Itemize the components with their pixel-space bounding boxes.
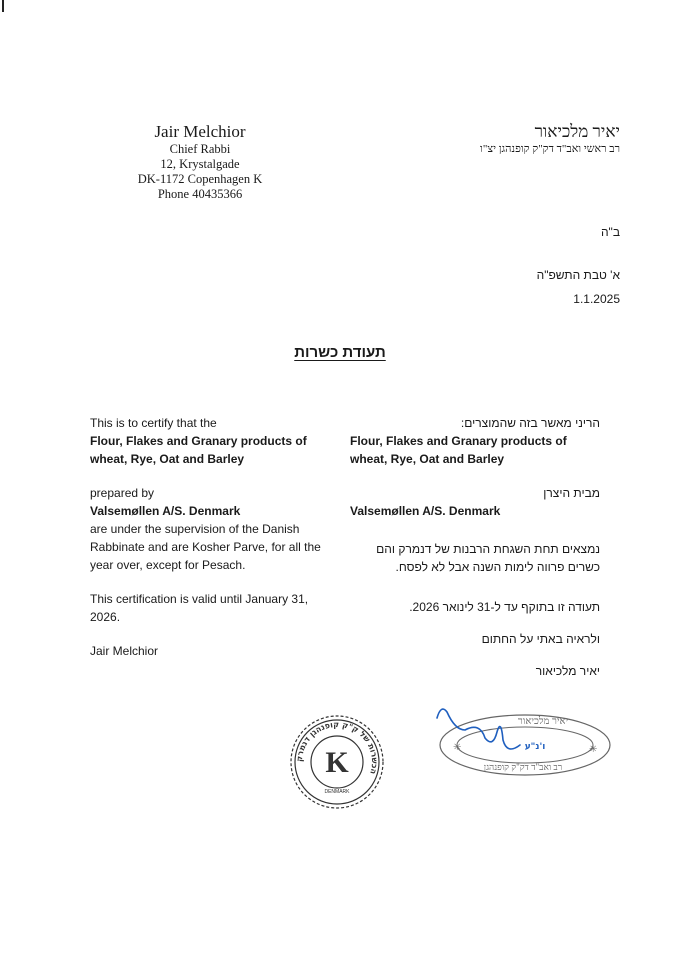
kosher-seal-icon bbox=[287, 712, 387, 812]
rabbi-title-hebrew: רב ראשי ואב"ד דק"ק קופנהגן יצ"ו bbox=[480, 143, 620, 155]
en-validity-1: This certification is valid until January 31, bbox=[90, 592, 309, 606]
rabbi-name: Jair Melchior bbox=[154, 122, 246, 141]
en-validity-2: 2026. bbox=[90, 610, 121, 624]
he-producer-label: מבית היצרן bbox=[543, 486, 600, 500]
rabbi-seal-icon bbox=[425, 700, 615, 780]
document-title-text: תעודת כשרות bbox=[294, 344, 386, 361]
svg-text:רב ואב"ד דק"ק קופנהגן: רב ואב"ד דק"ק קופנהגן bbox=[483, 762, 563, 772]
he-company: Valsemøllen A/S. Denmark bbox=[350, 504, 501, 518]
svg-text:הכשרות של ק"ק קופנהגן דנמרק: הכשרות של ק"ק קופנהגן דנמרק bbox=[294, 719, 380, 776]
scan-edge-mark bbox=[2, 0, 4, 12]
he-products-2: wheat, Rye, Oat and Barley bbox=[350, 452, 505, 466]
svg-text:✳: ✳ bbox=[589, 744, 598, 755]
he-supervision-2: כשרים פרווה לימות השנה אבל לא לפסח. bbox=[395, 560, 600, 574]
en-prepared-by: prepared by bbox=[90, 486, 155, 500]
address-line-2: DK-1172 Copenhagen K bbox=[137, 172, 263, 186]
svg-text:יאיר מלכיאור: יאיר מלכיאור bbox=[517, 716, 569, 727]
en-intro: This is to certify that the bbox=[90, 416, 217, 430]
svg-text:ו'נ"ע: ו'נ"ע bbox=[524, 742, 546, 752]
kosher-seal-stamp bbox=[287, 712, 387, 812]
en-supervision-1: are under the supervision of the Danish bbox=[90, 522, 300, 536]
en-products-1: Flour, Flakes and Granary products of bbox=[90, 434, 307, 448]
letterhead-english bbox=[100, 122, 300, 202]
rabbi-seal-stamp bbox=[425, 700, 615, 780]
address-line-1: 12, Krystalgade bbox=[160, 157, 240, 171]
gregorian-date: 1.1.2025 bbox=[573, 292, 620, 306]
phone: Phone 40435366 bbox=[157, 187, 243, 201]
en-signature-name: Jair Melchior bbox=[90, 644, 159, 658]
en-supervision-3: year over, except for Pesach. bbox=[90, 558, 246, 572]
he-products-1: Flour, Flakes and Granary products of bbox=[350, 434, 567, 448]
he-validity: תעודה זו בתוקף עד ל-31 לינואר 2026. bbox=[409, 600, 600, 614]
he-witness: ולראיה באתי על החתום bbox=[481, 632, 600, 646]
hebrew-date: א' טבת התשפ"ה bbox=[536, 268, 620, 282]
rabbi-title: Chief Rabbi bbox=[169, 142, 231, 156]
hebrew-column bbox=[350, 414, 600, 680]
svg-text:✳: ✳ bbox=[453, 742, 462, 753]
he-intro: הריני מאשר בזה שהמוצרים: bbox=[460, 416, 600, 430]
svg-text:DENMARK: DENMARK bbox=[324, 789, 350, 795]
en-company: Valsemøllen A/S. Denmark bbox=[90, 504, 241, 518]
letterhead-hebrew bbox=[480, 122, 620, 156]
en-products-2: wheat, Rye, Oat and Barley bbox=[90, 452, 245, 466]
en-supervision-2: Rabbinate and are Kosher Parve, for all the bbox=[90, 540, 321, 554]
document-title bbox=[0, 344, 680, 361]
rabbi-name-hebrew: יאיר מלכיאור bbox=[534, 122, 620, 141]
english-column bbox=[90, 414, 340, 660]
he-supervision-1: נמצאים תחת השגחת הרבנות של דנמרק והם bbox=[376, 542, 600, 556]
he-signature-name: יאיר מלכיאור bbox=[535, 664, 600, 678]
svg-text:K: K bbox=[325, 746, 349, 779]
bh-mark: ב"ה bbox=[600, 225, 620, 239]
